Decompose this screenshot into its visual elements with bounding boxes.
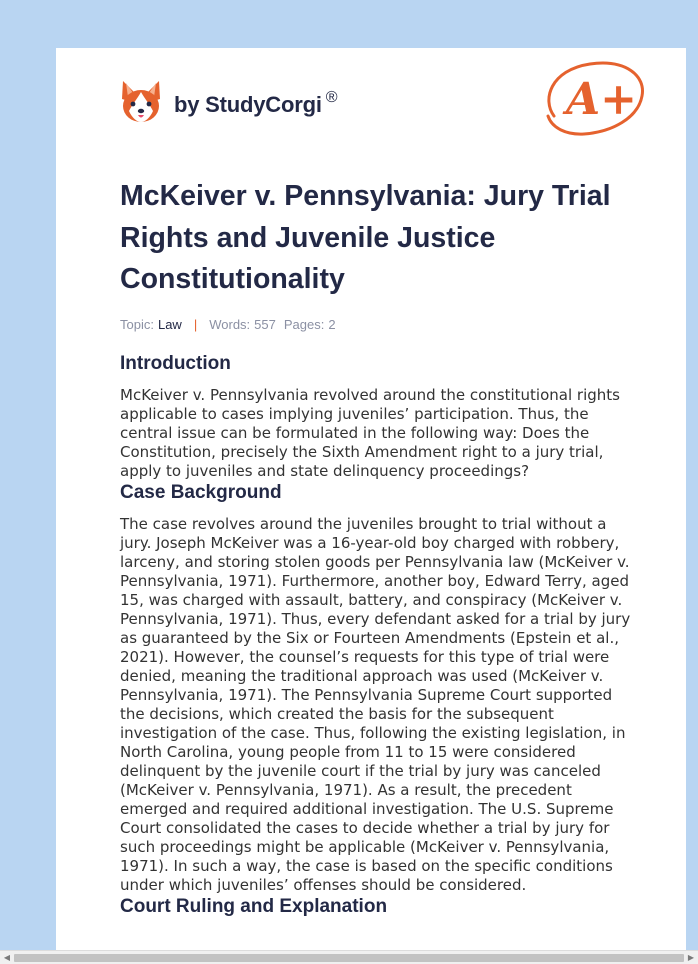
- scroll-right-icon[interactable]: ▶: [687, 953, 695, 962]
- section-heading: Case Background: [120, 481, 282, 503]
- corgi-logo-icon: [120, 79, 162, 123]
- registered-mark: ®: [325, 89, 338, 106]
- words-label: Words:: [209, 317, 251, 332]
- brand-name: by StudyCorgi: [174, 92, 322, 117]
- horizontal-scrollbar[interactable]: [0, 950, 698, 964]
- words-count: 557: [254, 317, 276, 332]
- topic-link[interactable]: Law: [157, 317, 182, 332]
- pages-label: Pages:: [283, 317, 325, 332]
- document-content: [120, 176, 640, 919]
- pages-count: 2: [328, 317, 336, 332]
- topic-label: Topic:: [120, 317, 154, 332]
- document-meta: [120, 316, 640, 334]
- section-heading: Introduction: [120, 352, 231, 374]
- grade-text: A+: [566, 74, 638, 125]
- a-plus-grade-icon: [538, 58, 648, 140]
- document-page: [56, 48, 686, 952]
- page-title: McKeiver v. Pennsylvania: Jury Trial Rights and Juvenile Justice Constitutionality: [120, 180, 611, 295]
- section-paragraph: The case revolves around the juveniles brought to trial without a jury. Joseph McKeiver was a 16-year-old boy charged with robbery, larceny, and storing stolen goods per Pennsylvania law (McKeiver v. Pennsylvania, 1971). Furthermore, another boy, Edward Terry, aged 15, was charged with assault, battery, and conspiracy (McKeiver v. Pennsylvania, 1971). Thus, every defendant asked for a trial by jury as guaranteed by the Six or Fourteen Amendments (Epstein et al., 2021). However, the counsel’s requests for this type of trial were denied, meaning the traditional approach was used (McKeiver v. Pennsylvania, 1971). The Pennsylvania Supreme Court supported the decisions, which created the basis for the subsequent investigation of the case. Thus, following the existing legislation, in North Carolina, young people from 11 to 15 were considered delinquent by the juvenile court if the trial by jury was canceled (McKeiver v. Pennsylvania, 1971). As a result, the precedent emerged and required additional investigation. The U.S. Supreme Court consolidated the cases to decide whether a trial by jury for such proceedings might be applicable (McKeiver v. Pennsylvania, 1971). In such a way, the case is based on the specific conditions under which juveniles’ offenses should be considered.: [120, 514, 631, 894]
- meta-separator: |: [193, 317, 198, 332]
- section-heading: Court Ruling and Explanation: [120, 895, 388, 917]
- section-paragraph: McKeiver v. Pennsylvania revolved around the constitutional rights applicable to cases implying juveniles’ participation. Thus, the central issue can be formulated in the following way: Does the Constitution, precisely the Sixth Amendment right to a jury trial, apply to juveniles and state delinquency proceedings?: [120, 385, 620, 480]
- brand-header[interactable]: [120, 76, 338, 126]
- scrollbar-thumb[interactable]: [14, 954, 684, 962]
- scroll-left-icon[interactable]: ◀: [3, 953, 11, 962]
